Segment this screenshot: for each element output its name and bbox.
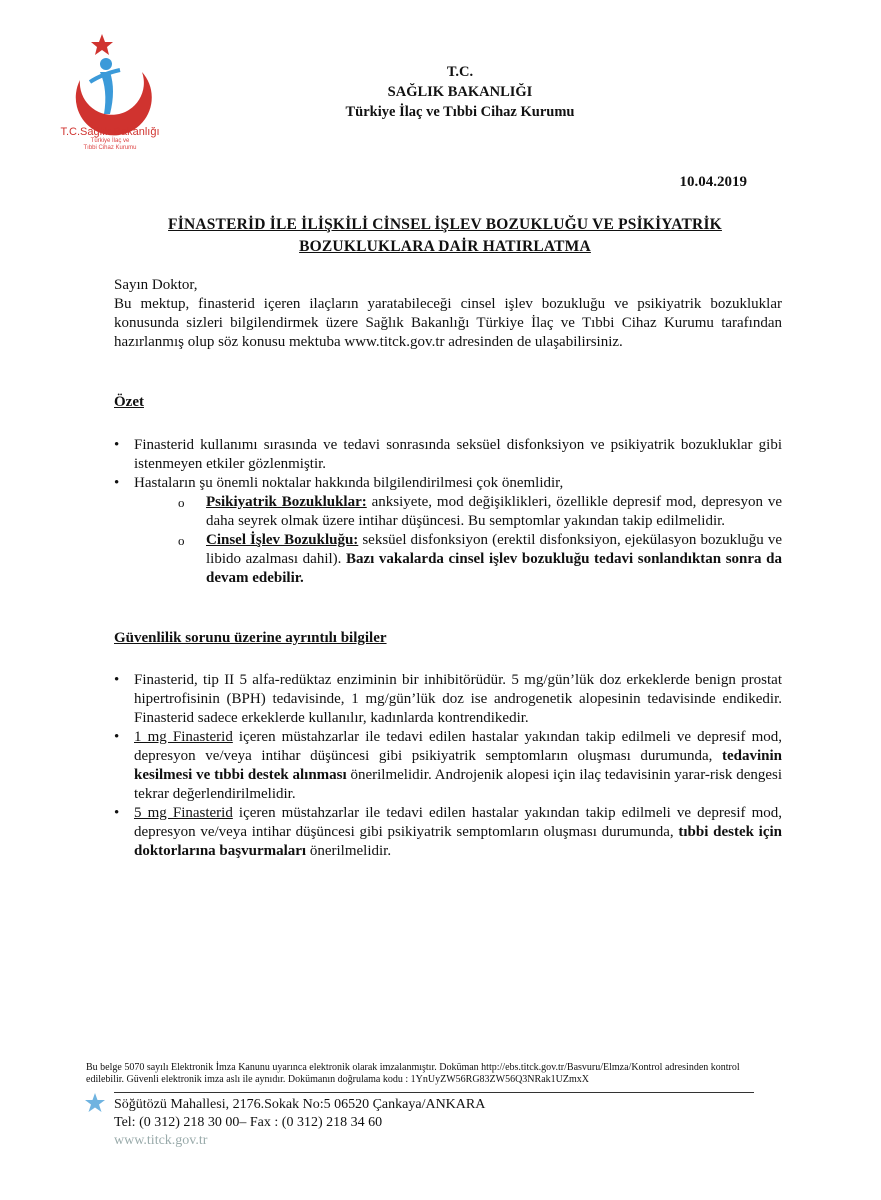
organization-header	[280, 62, 640, 122]
footer-address: Söğütözü Mahallesi, 2176.Sokak No:5 06520 Çankaya/ANKARA	[114, 1097, 486, 1112]
intro-paragraph: Bu mektup, finasterid içeren ilaçların yaratabileceği cinsel işlev bozukluğu ve psikiyatrik bozukluklar konusunda sizleri bilgilendirmek üzere Sağlık Bakanlığı Türkiye İlaç ve Tıbbi Cihaz Kurumu tarafından hazırlanmış olup söz konusu mektuba www.titck.gov.tr adresinden de ulaşabilirsiniz.	[114, 296, 782, 350]
details-bullet-1	[114, 671, 782, 728]
footer-contact	[114, 1096, 485, 1150]
logo-star-icon	[91, 34, 113, 55]
header-line1: T.C.	[446, 64, 474, 80]
document-title	[100, 214, 790, 258]
details-bullet-2	[114, 728, 782, 804]
logo-line3: Tıbbi Cihaz Kurumu	[83, 145, 137, 151]
sexual-bold-text: Bazı vakalarda cinsel işlev bozukluğu tedavi sonlandıktan sonra da devam edebilir.	[206, 551, 782, 586]
summary-bullet-2-text: Hastaların şu önemli noktalar hakkında bilgilendirilmesi çok önemlidir,	[134, 475, 564, 491]
logo-text	[50, 126, 170, 152]
details-bullet-2-bold: tedavinin kesilmesi ve tıbbi destek alınması	[134, 748, 782, 783]
psychiatric-label: Psikiyatrik Bozukluklar:	[206, 494, 367, 510]
salutation: Sayın Doktor,	[114, 277, 198, 293]
details-bullet-3-bold: tıbbi destek için doktorlarına başvurmaları	[134, 824, 782, 859]
summary-bullet-1	[114, 436, 782, 474]
intro-section	[114, 276, 782, 352]
details-bullet-3-text2: önerilmelidir.	[306, 843, 392, 859]
summary-sub-2	[206, 531, 782, 588]
title-line1: FİNASTERİD İLE İLİŞKİLİ CİNSEL İŞLEV BOZUKLUĞU VE PSİKİYATRİK	[168, 216, 722, 233]
summary-bullet-2	[114, 474, 782, 588]
details-heading: Güvenlilik sorunu üzerine ayrıntılı bilgiler	[114, 630, 387, 646]
summary-sub-1	[206, 493, 782, 531]
sexual-text: seksüel disfonksiyon (erektil disfonksiyon, ejekülasyon bozukluğu ve libido azalması dahil).	[206, 532, 782, 567]
details-bullet-2-text1: içeren müstahzarlar ile tedavi edilen hastalar yakından takip edilmeli ve depresif mod, depresyon ve/veya intihar düşüncesi gibi psikiyatrik semptomların oluşması durumunda,	[134, 729, 782, 764]
footer-star-icon	[84, 1092, 106, 1114]
header-line2: SAĞLIK BAKANLIĞI	[387, 84, 533, 100]
title-line2: BOZUKLUKLARA DAİR HATIRLATMA	[299, 238, 591, 255]
footer-divider	[114, 1092, 754, 1093]
summary-heading: Özet	[114, 394, 144, 410]
summary-list	[114, 436, 782, 588]
details-bullet-2-label: 1 mg Finasterid	[134, 729, 233, 745]
document-date: 10.04.2019	[679, 174, 747, 190]
psychiatric-text: anksiyete, mod değişiklikleri, özellikle depresif mod, depresyon ve daha seyrek olmak üzere intihar düşüncesi. Bu semptomlar yakından takip edilmelidir.	[206, 494, 782, 529]
details-bullet-2-text2: önerilmelidir. Androjenik alopesi için ilaç tedavisinin yarar-risk dengesi tekrar değerlendirilmelidir.	[134, 767, 783, 802]
sexual-label: Cinsel İşlev Bozukluğu:	[206, 532, 359, 548]
details-bullet-3	[114, 804, 782, 861]
footer-website[interactable]: www.titck.gov.tr	[114, 1133, 208, 1148]
details-bullet-1-text: Finasterid, tip II 5 alfa-redüktaz enziminin bir inhibitörüdür. 5 mg/gün’lük doz erkeklerde benign prostat hipertrofisinin (BPH) tedavisinde, 1 mg/gün’lük doz ise androgenetik alopesinin tedavisinde endikedir. Finasterid sadece erkeklerde kullanılır, kadınlarda kontrendikedir.	[134, 672, 782, 726]
summary-bullet-1-text: Finasterid kullanımı sırasında ve tedavi sonrasında seksüel disfonksiyon ve psikiyatrik bozukluklar gibi istenmeyen etkiler gözlenmiştir.	[134, 437, 782, 472]
footer-phone: Tel: (0 312) 218 30 00– Fax : (0 312) 218 34 60	[114, 1115, 383, 1130]
header-line3: Türkiye İlaç ve Tıbbi Cihaz Kurumu	[345, 104, 575, 120]
logo-line2: Türkiye İlaç ve	[90, 138, 130, 144]
details-bullet-3-text1: içeren müstahzarlar ile tedavi edilen hastalar yakından takip edilmeli ve depresif mod, depresyon ve/veya intihar düşüncesi gibi psikiyatrik semptomların oluşması durumunda,	[134, 805, 782, 840]
details-list	[114, 671, 782, 861]
details-bullet-3-label: 5 mg Finasterid	[134, 805, 233, 821]
summary-sublist	[134, 493, 782, 588]
logo-line1: T.C.Sağlık Bakanlığı	[60, 126, 160, 138]
e-signature-note: Bu belge 5070 sayılı Elektronik İmza Kanunu uyarınca elektronik olarak imzalanmıştır. Doküman http://ebs.titck.gov.tr/Basvuru/Elmza/Kontrol adresinden kontrol edilebilir. Güvenli elektronik imza aslı ile aynıdır. Dokümanın doğrulama kodu : 1YnUyZW56RG83ZW56Q3NRak1UZmxX	[86, 1062, 740, 1085]
